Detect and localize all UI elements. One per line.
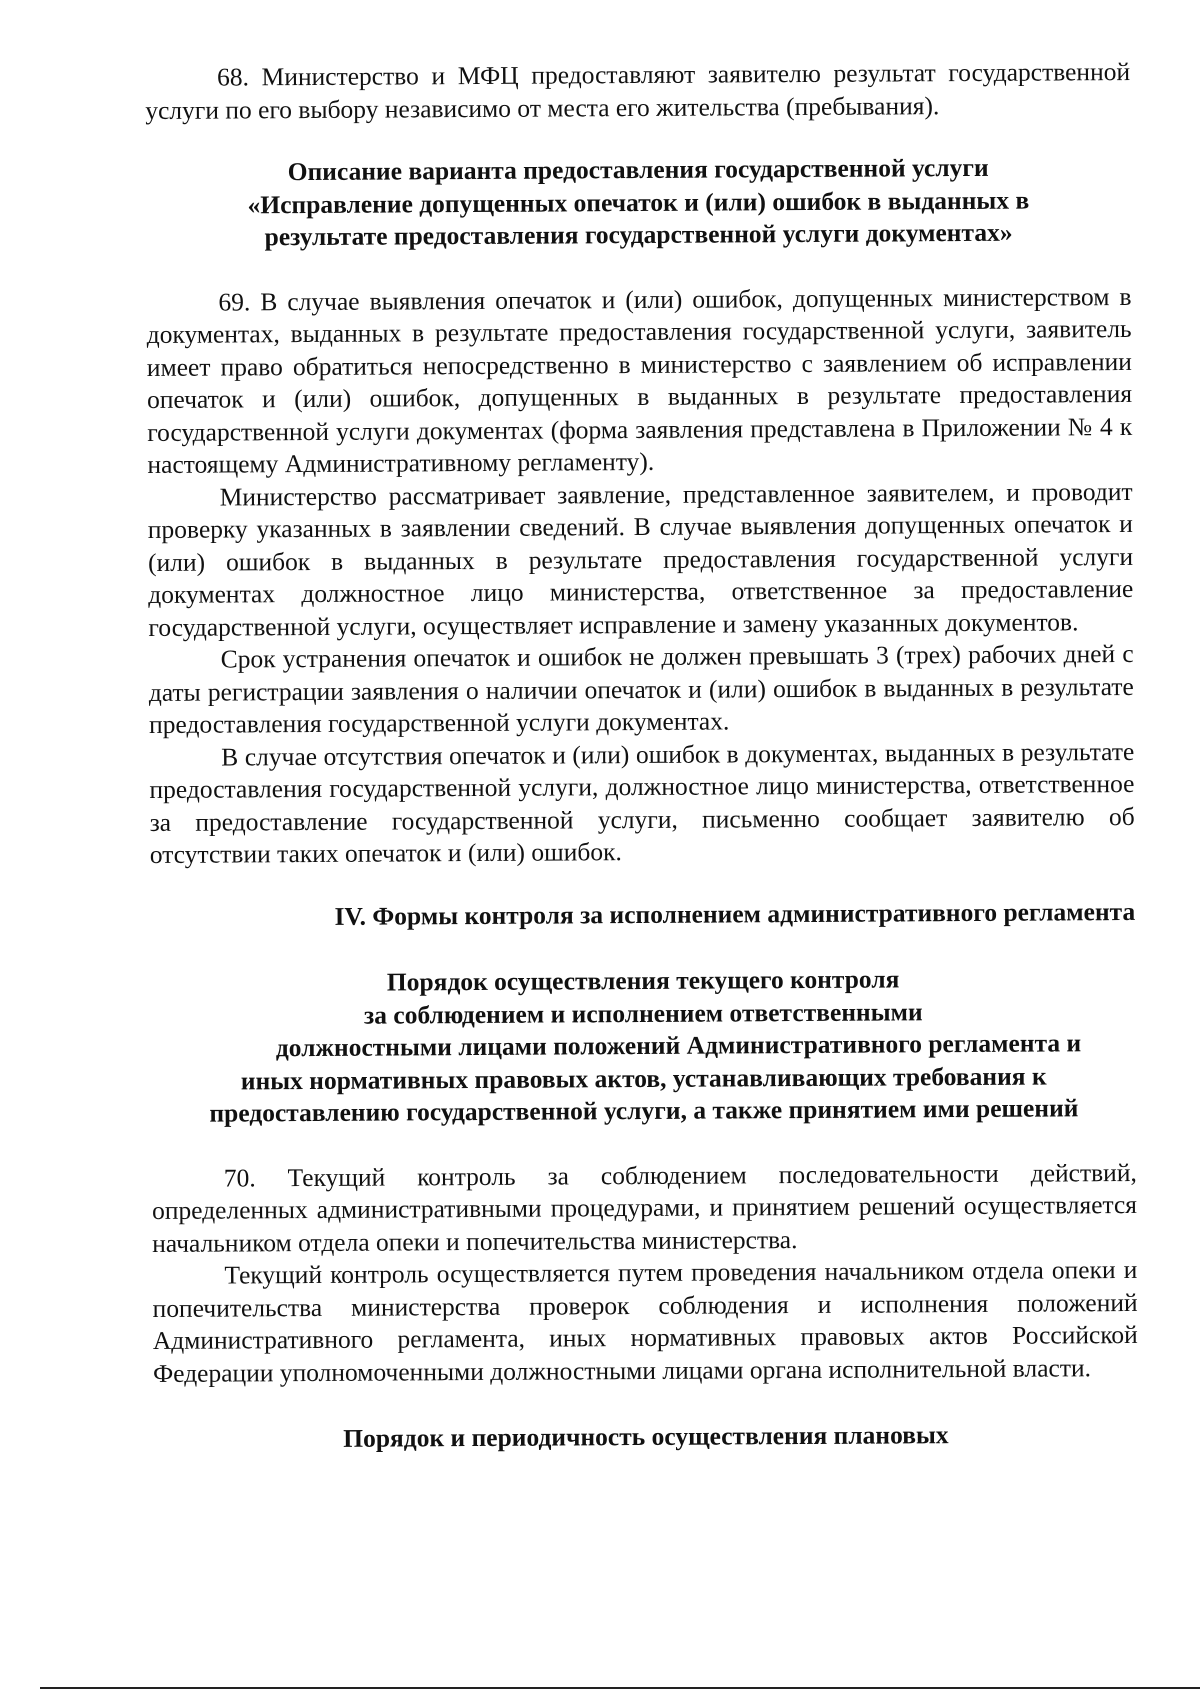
heading-line: «Исправление допущенных опечаток и (или) ошибок в выданных в <box>247 185 1030 219</box>
scan-edge-line <box>40 1687 1200 1689</box>
paragraph-69-deadline: Срок устранения опечаток и ошибок не должен превышать 3 (трех) рабочих дней с даты регистрации заявления о наличии опечаток и (или) ошибок в выданных в результате предоставления государственной услуги документах. <box>148 638 1134 739</box>
paragraph-69: 69. В случае выявления опечаток и (или) ошибок, допущенных министерством в документах, выданных в результате предоставления государственной услуги, заявитель имеет право обратиться непосредственно в министерство с заявлением об исправлении опечаток и (или) ошибок, допущенных в выданных в результате предоставления государственной услуги документах (форма заявления представлена в Приложении № 4 к настоящему Административному регламенту). <box>146 281 1133 479</box>
paragraph-70-method: Текущий контроль осуществляется путем проведения начальником отдела опеки и попечительства министерства проверок соблюдения и исполнения положений Административного регламента, иных нормативных правовых актов Российской Федерации уполномоченными должностными лицами органа исполнительной власти. <box>152 1254 1138 1388</box>
paragraph-69-absence: В случае отсутствия опечаток и (или) ошибок в документах, выданных в результате предоставления государственной услуги, должностное лицо министерства, ответственное за предоставление государственной услуги, письменно сообщает заявителю об отсутствии таких опечаток и (или) ошибок. <box>149 736 1135 869</box>
heading-section-4 <box>150 895 1135 934</box>
document-page <box>145 56 1139 1456</box>
heading-line: предоставлению государственной услуги, а также принятием ими решений <box>209 1093 1079 1128</box>
heading-line: IV. Формы контроля за исполнением административного регламента <box>334 896 1136 931</box>
paragraph-68: 68. Министерство и МФЦ предоставляют заявителю результат государственной услуги по его выбору независимо от места его жительства (пребывания). <box>145 56 1131 125</box>
heading-line: за соблюдением и исполнением ответственными <box>363 996 923 1030</box>
heading-line: Порядок и периодичность осуществления плановых <box>343 1420 949 1453</box>
heading-line: должностными лицами положений Административного регламента и <box>275 1028 1082 1063</box>
heading-line: иных нормативных правовых актов, устанавливающих требования к <box>240 1061 1047 1095</box>
heading-variant-description <box>146 151 1132 255</box>
paragraph-69-review: Министерство рассматривает заявление, представленное заявителем, и проводит проверку указанных в заявлении сведений. В случае выявления допущенных опечаток и (или) ошибок в выданных в результате предоставления государственной услуги документах должностное лицо министерства, ответственное за предоставление государственной услуги, осуществляет исправление и замену указанных документов. <box>147 476 1134 642</box>
heading-line: результате предоставления государственной услуги документах» <box>264 217 1013 252</box>
heading-line: Порядок осуществления текущего контроля <box>386 964 900 997</box>
heading-planned-inspections <box>153 1418 1138 1457</box>
heading-line: Описание варианта предоставления государственной услуги <box>287 152 989 187</box>
paragraph-70: 70. Текущий контроль за соблюдением последовательности действий, определенных административными процедурами, и принятием решений осуществляется начальником отдела опеки и попечительства министерства. <box>151 1157 1138 1258</box>
heading-current-control <box>151 962 1137 1131</box>
